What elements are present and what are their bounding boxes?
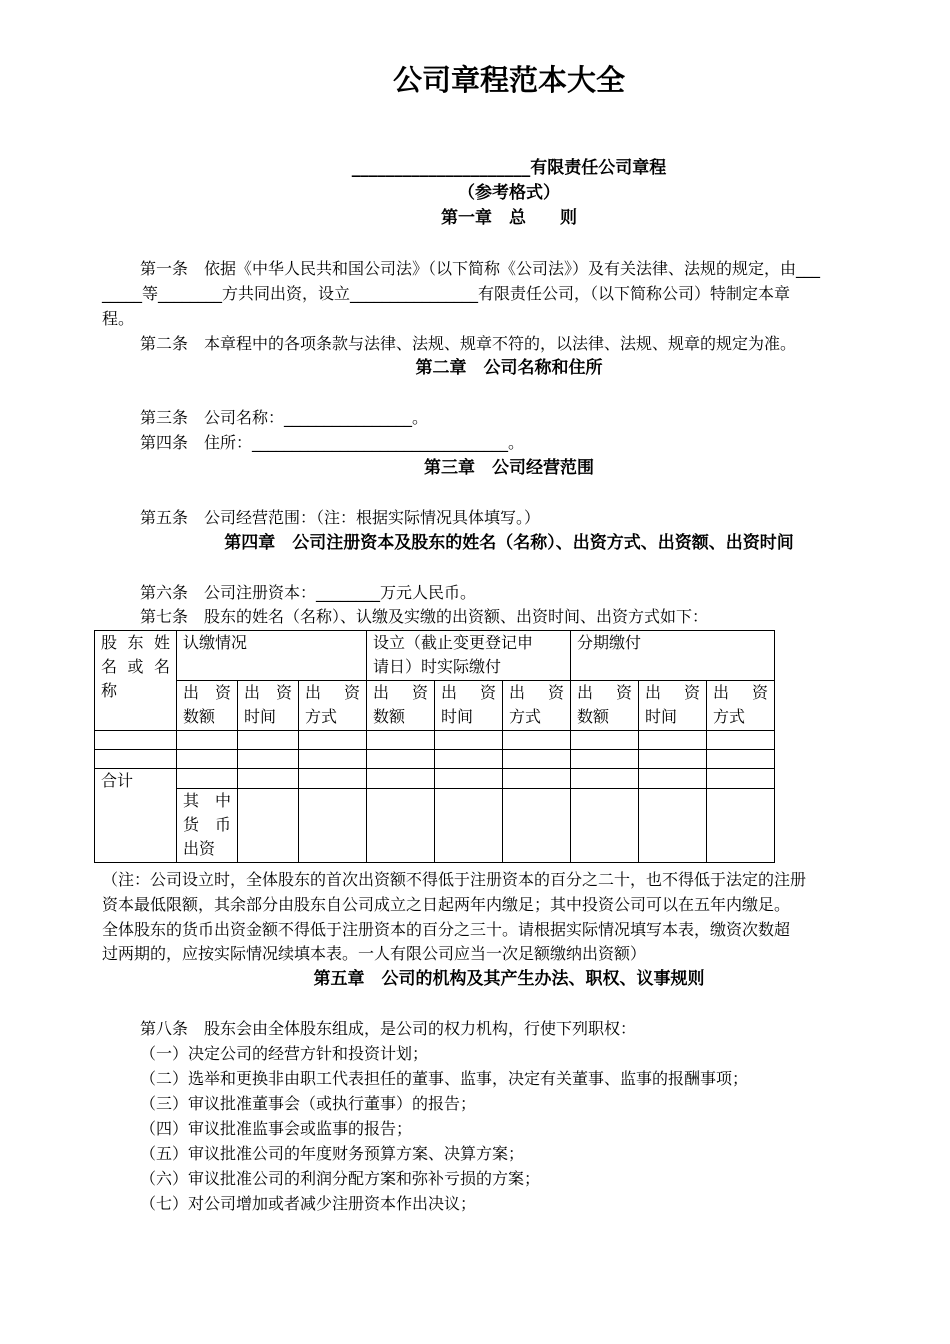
table-note-line-1: （注：公司设立时，全体股东的首次出资额不得低于注册资本的百分之二十，也不得低于法定的注册 [102,870,807,889]
sub-col-amount: 出资 数额 [177,681,238,731]
installment-group-header: 分期缴付 [571,631,775,681]
paid-at-establishment-header: 设立（截止变更登记申 请日）时实际缴付 [367,631,571,681]
list-item: （二）选举和更换非由职工代表担任的董事、监事，决定有关董事、监事的报酬事项； [140,1069,749,1088]
chapter-5-heading: 第五章 公司的机构及其产生办法、职权、议事规则 [313,969,705,989]
document-title: 公司章程范本大全 [392,63,625,97]
total-row [95,769,775,789]
sub-col-method: 出资 方式 [299,681,367,731]
chapter-1-heading: 第一章 总 则 [441,208,577,228]
sub-col-time: 出资 时间 [639,681,707,731]
chapter-2-heading: 第二章 公司名称和住所 [415,358,603,378]
article-1-line-2: _____等________方共同出资，设立________________有限责任公司，（以下简称公司）特制定本章 [102,284,791,303]
sub-col-amount: 出资 数额 [367,681,435,731]
list-item: （六）审议批准公司的利润分配方案和弥补亏损的方案； [140,1169,541,1188]
table-note-line-3: 全体股东的货币出资金额不得低于注册资本的百分之三十。请根据实际情况填写本表，缴资次数超 [102,920,791,939]
table-subheader-row [95,681,775,731]
sub-col-time: 出资 时间 [238,681,299,731]
list-item: （四）审议批准监事会或监事的报告； [140,1119,413,1138]
table-note-line-4: 过两期的，应按实际情况续填本表。一人有限公司应当一次足额缴纳出资额） [102,944,647,963]
list-item: （一）决定公司的经营方针和投资计划； [140,1044,429,1063]
article-1-line-3: 程。 [102,309,135,328]
article-8: 第八条 股东会由全体股东组成，是公司的权力机构，行使下列职权： [140,1019,637,1038]
article-4: 第四条 住所：________________________________。 [140,433,525,452]
company-name-blank: _____________________ [351,158,531,178]
cash-contribution-row [95,789,775,863]
shareholder-name-header: 股东姓 名或名 称 [95,631,177,731]
article-5: 第五条 公司经营范围：（注：根据实际情况具体填写。） [140,508,541,527]
table-row [95,731,775,750]
chapter-4-heading: 第四章 公司注册资本及股东的姓名（名称）、出资方式、出资额、出资时间 [224,533,794,553]
article-3: 第三条 公司名称：________________。 [140,408,429,427]
list-item: （五）审议批准公司的年度财务预算方案、决算方案； [140,1144,525,1163]
subscribed-group-header: 认缴情况 [177,631,367,681]
article-6: 第六条 公司注册资本：________万元人民币。 [140,583,477,602]
sub-col-time: 出资 时间 [435,681,503,731]
sub-col-method: 出资 方式 [503,681,571,731]
cash-contribution-label: 其中 货币 出资 [177,789,238,863]
total-label: 合计 [95,769,177,863]
table-row [95,750,775,769]
format-note: （参考格式） [458,183,560,203]
chapter-3-heading: 第三章 公司经营范围 [424,458,594,478]
sub-col-amount: 出资 数额 [571,681,639,731]
table-header-row [95,631,775,681]
table-note-line-2: 资本最低限额，其余部分由股东自公司成立之日起两年内缴足；其中投资公司可以在五年内缴足。 [102,895,791,914]
list-item: （七）对公司增加或者减少注册资本作出决议； [140,1194,477,1213]
capital-contribution-table [94,630,775,863]
article-2: 第二条 本章程中的各项条款与法律、法规、规章不符的，以法律、法规、规章的规定为准。 [140,334,797,353]
charter-subtitle [0,160,950,177]
article-1-line-1: 第一条 依据《中华人民共和国公司法》（以下简称《公司法》）及有关法律、法规的规定，由___ [140,259,821,278]
sub-col-method: 出资 方式 [707,681,775,731]
list-item: （三）审议批准董事会（或执行董事）的报告； [140,1094,477,1113]
charter-label: 有限责任公司章程 [530,158,667,178]
article-7: 第七条 股东的姓名（名称）、认缴及实缴的出资额、出资时间、出资方式如下： [140,607,709,626]
